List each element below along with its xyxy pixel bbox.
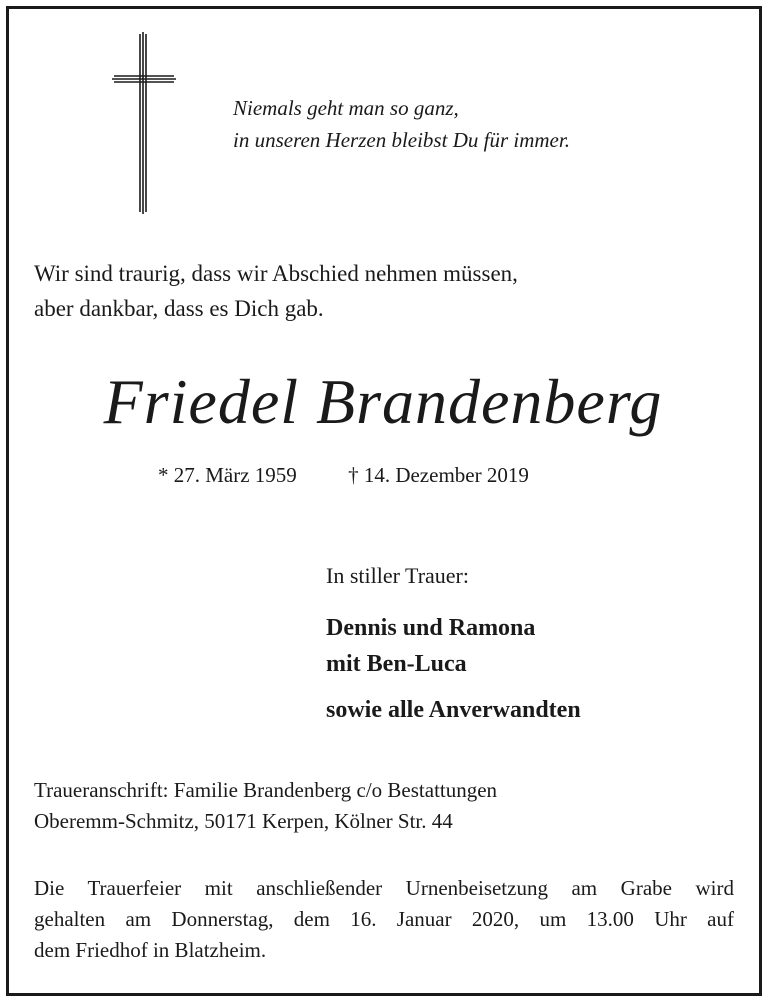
service-line-2: gehalten am Donnerstag, dem 16. Januar 2020, um 13.00 Uhr auf	[34, 907, 734, 931]
address-line-2: Oberemm-Schmitz, 50171 Kerpen, Kölner Str. 44	[34, 809, 453, 833]
intro-line-1: Wir sind traurig, dass wir Abschied nehmen müssen,	[34, 261, 518, 286]
quote-line-1: Niemals geht man so ganz,	[233, 96, 459, 120]
service-line-1: Die Trauerfeier mit anschließender Urnenbeisetzung am Grabe wird	[34, 876, 734, 900]
quote-line-2: in unseren Herzen bleibst Du für immer.	[233, 128, 570, 152]
intro-text	[34, 256, 518, 326]
mourners-label: In stiller Trauer:	[326, 563, 469, 588]
address-line-1: Traueranschrift: Familie Brandenberg c/o Bestattungen	[34, 778, 498, 802]
intro-line-2: aber dankbar, dass es Dich gab.	[34, 296, 324, 321]
death-date: † 14. Dezember 2019	[348, 463, 529, 487]
life-dates	[158, 463, 529, 488]
mourner-line-3: sowie alle Anverwandten	[326, 697, 581, 723]
service-details	[34, 873, 734, 966]
birth-date: * 27. März 1959	[158, 463, 297, 487]
mourner-line-2: mit Ben-Luca	[326, 651, 467, 677]
cross-icon	[112, 32, 176, 214]
mourning-address	[34, 775, 497, 837]
deceased-name: Friedel Brandenberg	[103, 366, 663, 437]
mourners-list	[326, 610, 581, 728]
memorial-quote	[233, 92, 570, 156]
mourner-line-1: Dennis und Ramona	[326, 615, 536, 641]
service-line-3: dem Friedhof in Blatzheim.	[34, 938, 267, 962]
